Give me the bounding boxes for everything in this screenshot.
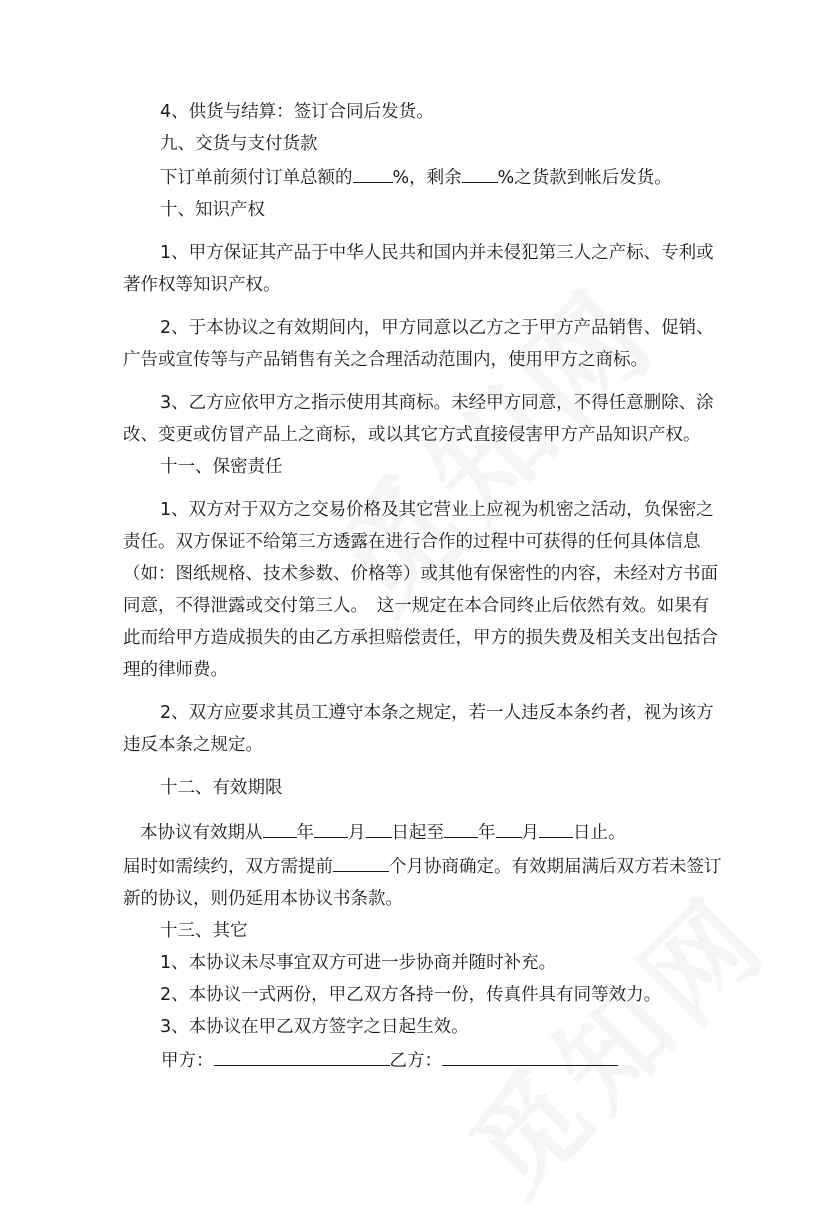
section-13-clause-3: 3、本协议在甲乙双方签字之日起生效。 (160, 1017, 469, 1037)
period-text: 月 (348, 823, 366, 843)
payment-text: %之货款到帐后发货。 (497, 168, 672, 188)
section-10-title: 十、知识产权 (160, 200, 265, 220)
section-9-payment-line (123, 160, 723, 194)
section-12-title: 十二、有效期限 (160, 778, 283, 798)
period-text: 本协议有效期从 (140, 823, 263, 843)
section-9-title: 九、交货与支付货款 (160, 134, 318, 154)
contract-body (123, 96, 723, 1077)
party-a-signature-line[interactable] (214, 1043, 390, 1066)
renewal-months-blank[interactable] (333, 849, 389, 872)
section-10-clause-3: 3、乙方应依甲方之指示使用其商标。未经甲方同意，不得任意删除、涂改、变更或仿冒产品上之商标，或以其它方式直接侵害甲方产品知识产权。 (123, 393, 714, 445)
party-b-label: 乙方： (389, 1051, 442, 1071)
period-text: 年 (296, 823, 314, 843)
payment-text: %，剩余 (392, 168, 462, 188)
prepay-percent-blank[interactable] (353, 160, 393, 183)
signature-row (123, 1043, 723, 1077)
payment-text: 下订单前须付订单总额的 (160, 168, 353, 188)
section-10-clause-2: 2、于本协议之有效期间内，甲方同意以乙方之于甲方产品销售、促销、广告或宣传等与产品销售有关之合理活动范围内，使用甲方之商标。 (123, 318, 714, 370)
end-day-blank[interactable] (539, 815, 573, 838)
section-12-period-line (123, 815, 723, 849)
start-year-blank[interactable] (263, 815, 297, 838)
renewal-text: 届时如需续约，双方需提前 (123, 857, 333, 877)
period-text: 日止。 (573, 823, 626, 843)
period-text: 年 (478, 823, 496, 843)
section-11-clause-1: 1、双方对于双方之交易价格及其它营业上应视为机密之活动，负保密之责任。双方保证不给第三方透露在进行合作的过程中可获得的任何具体信息（如：图纸规格、技术参数、价格等）或其他有保密性的内容，未经对方书面同意，不得泄露或交付第三人。 这一规定在本合同终止后依然有效。如果有此而给甲方造成损失的由乙方承担赔偿责任，甲方的损失费及相关支出包括合理的律师费。 (123, 500, 718, 680)
start-day-blank[interactable] (366, 815, 392, 838)
section-10-clause-1: 1、甲方保证其产品于中华人民共和国内并未侵犯第三人之产标、专利或著作权等知识产权。 (123, 243, 714, 295)
supply-settlement-line: 4、供货与结算：签订合同后发货。 (160, 102, 434, 122)
section-12-renewal-line (123, 849, 723, 915)
party-a-label: 甲方： (161, 1051, 214, 1071)
section-11-title: 十一、保密责任 (160, 457, 283, 477)
period-text: 日起至 (391, 823, 444, 843)
section-13-title: 十三、其它 (160, 921, 248, 941)
end-month-blank[interactable] (496, 815, 522, 838)
period-text: 月 (521, 823, 539, 843)
section-13-clause-2: 2、本协议一式两份，甲乙双方各持一份，传真件具有同等效力。 (160, 985, 662, 1005)
party-b-signature-line[interactable] (442, 1043, 618, 1066)
remaining-percent-blank[interactable] (462, 160, 498, 183)
renewal-text: 个月协商确定。有效期届满后双方若未签订新的协议，则仍延用本协议书条款。 (123, 857, 722, 909)
section-13-clause-1: 1、本协议未尽事宜双方可进一步协商并随时补充。 (160, 953, 557, 973)
section-11-clause-2: 2、双方应要求其员工遵守本条之规定，若一人违反本条约者，视为该方违反本条之规定。 (123, 703, 714, 755)
end-year-blank[interactable] (444, 815, 478, 838)
start-month-blank[interactable] (314, 815, 348, 838)
